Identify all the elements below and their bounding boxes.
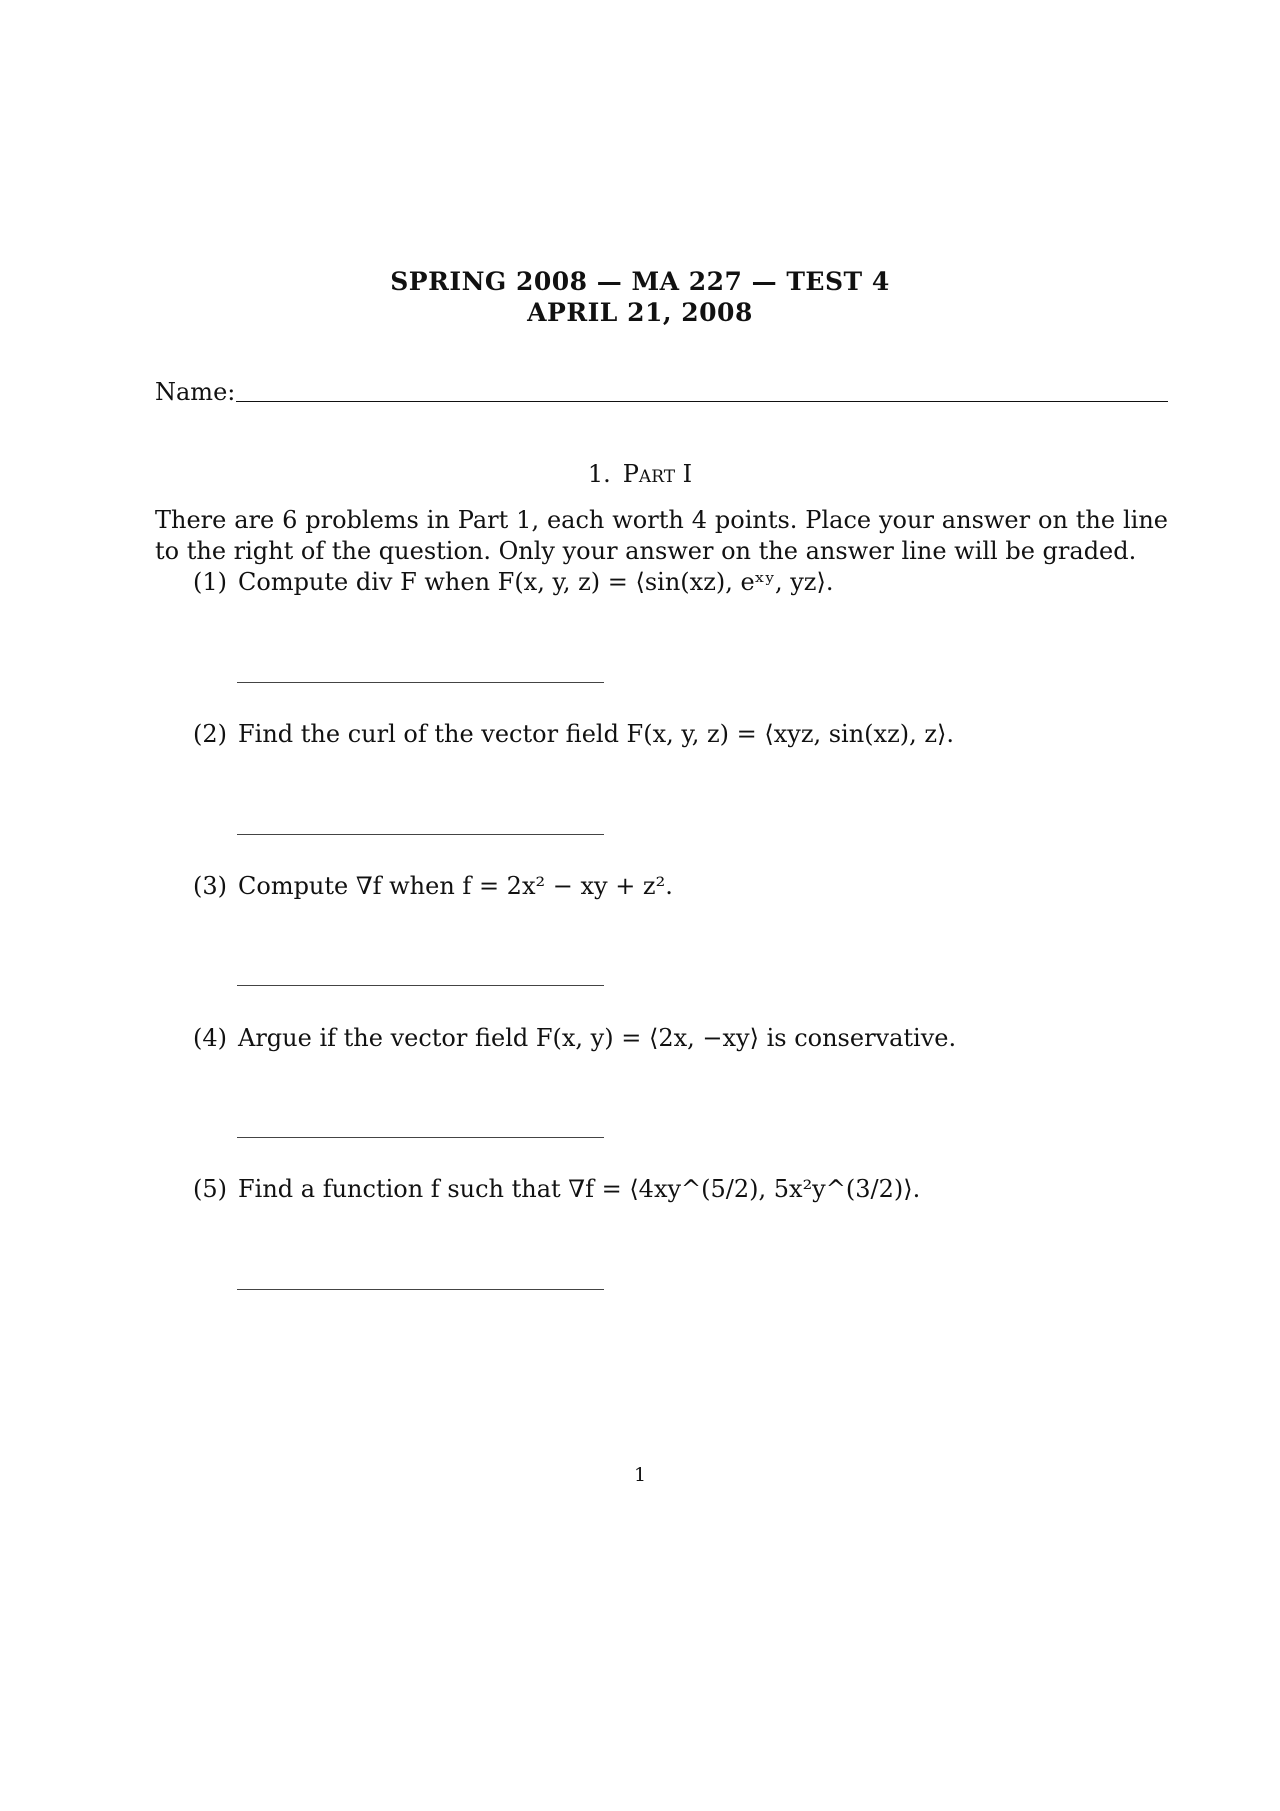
problem-number: (4): [193, 1024, 227, 1052]
part-number: 1.: [587, 460, 611, 488]
answer-line-1[interactable]: [237, 682, 604, 683]
answer-line-4[interactable]: [237, 1137, 604, 1138]
instructions-paragraph: There are 6 problems in Part 1, each worth 4 points. Place your answer on the line to the right of the question. Only your answer on the answer line will be graded.: [155, 506, 1168, 565]
problem-number: (3): [193, 872, 227, 900]
answer-line-3[interactable]: [237, 985, 604, 986]
name-label: Name:: [155, 378, 236, 406]
part-title: Part I: [622, 460, 693, 488]
exam-title-block: [0, 266, 1280, 328]
problem-5: [193, 1175, 920, 1203]
problem-text: Find a function f such that ∇f = ⟨4xy^(5/2), 5x²y^(3/2)⟩.: [238, 1175, 921, 1203]
problem-4: [193, 1024, 956, 1052]
name-answer-line[interactable]: [236, 401, 1168, 402]
part-heading: [0, 460, 1280, 488]
exam-title: SPRING 2008 — MA 227 — TEST 4: [390, 267, 890, 296]
answer-line-2[interactable]: [237, 834, 604, 835]
exam-date: APRIL 21, 2008: [527, 298, 753, 327]
problem-number: (5): [193, 1175, 227, 1203]
problem-text: Argue if the vector field F(x, y) = ⟨2x, −xy⟩ is conservative.: [238, 1024, 957, 1052]
problem-number: (1): [193, 568, 227, 596]
problem-text: Compute ∇f when f = 2x² − xy + z².: [238, 872, 673, 900]
page-number: 1: [633, 1464, 647, 1486]
answer-line-5[interactable]: [237, 1289, 604, 1290]
problem-text: Find the curl of the vector field F(x, y, z) = ⟨xyz, sin(xz), z⟩.: [238, 720, 954, 748]
problem-text: Compute div F when F(x, y, z) = ⟨sin(xz), eˣʸ, yz⟩.: [238, 568, 834, 596]
name-field-row: [155, 378, 1168, 418]
problem-number: (2): [193, 720, 227, 748]
problem-3: [193, 872, 673, 900]
problem-2: [193, 720, 954, 748]
problem-1: [193, 568, 833, 596]
